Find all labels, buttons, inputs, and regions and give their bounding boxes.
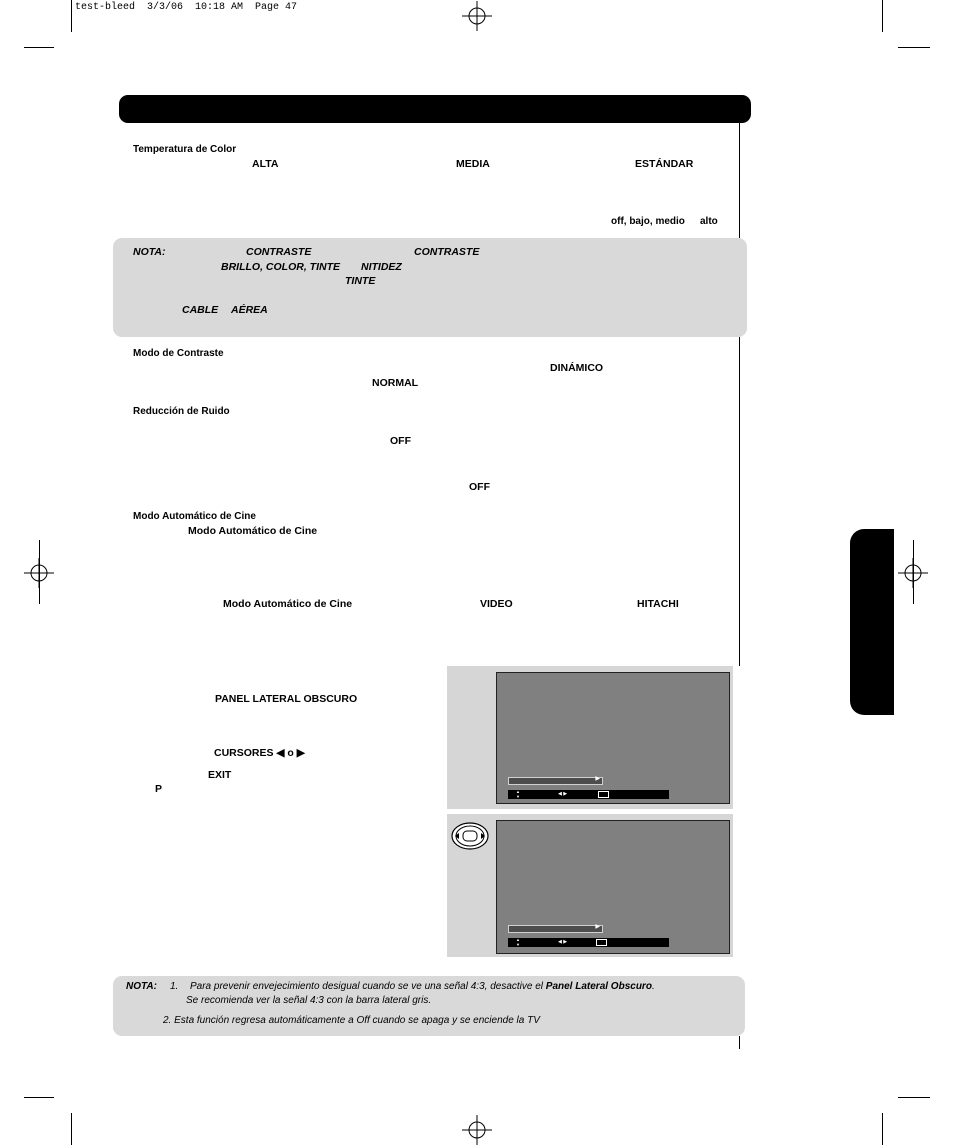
side-panel-p: P (155, 783, 163, 795)
remote-cursor-pad-icon (451, 822, 489, 850)
registration-mark-icon (462, 1, 492, 31)
color-temp-levels: off, bajo, medio (611, 216, 685, 227)
crop-mark (898, 47, 930, 48)
color-temp-heading: Temperatura de Color (133, 144, 237, 155)
cine-mode-heading: Modo Automático de Cine (133, 511, 256, 522)
cine-mode-reference: Modo Automático de Cine (188, 525, 318, 537)
crop-mark (24, 47, 54, 48)
print-header: test-bleed 3/3/06 10:18 AM Page 47 (75, 2, 298, 13)
left-right-icon: ◀ ▶ (558, 939, 568, 945)
color-temp-level-high: alto (700, 216, 718, 227)
note-line: Se recomienda ver la señal 4:3 con la barra lateral gris. (186, 995, 432, 1006)
menu-selection-bar: ▶ (508, 925, 603, 933)
right-rule (739, 123, 740, 238)
menu-status-bar (508, 938, 669, 947)
crop-mark (882, 1113, 883, 1145)
section-tab (850, 529, 894, 715)
note-text: Para prevenir envejecimiento desigual cuando se ve una señal 4:3, desactive el (190, 981, 546, 992)
menu-status-bar (508, 790, 669, 799)
button-icon (598, 791, 609, 798)
note-line (190, 981, 655, 992)
button-icon (596, 939, 607, 946)
contrast-mode-normal: NORMAL (372, 377, 419, 389)
cine-mode-video: VIDEO (480, 598, 513, 610)
noise-reduction-off: OFF (390, 435, 411, 447)
side-panel-heading: PANEL LATERAL OBSCURO (215, 693, 358, 705)
side-panel-cursors: CURSORES ◀ o ▶ (214, 747, 305, 759)
note-term-cable: CABLE (182, 304, 219, 316)
crop-mark (913, 540, 914, 604)
up-down-icon: ▲ ▼ (516, 937, 520, 947)
right-rule (739, 337, 740, 666)
note-text: . (651, 981, 655, 992)
note-term-tinte: TINTE (345, 275, 376, 287)
crop-mark (71, 0, 72, 32)
up-down-icon: ▲ ▼ (516, 789, 520, 799)
crop-mark (39, 540, 40, 604)
note-label: NOTA: (126, 981, 157, 992)
note-term-brillo-color-tinte: BRILLO, COLOR, TINTE (221, 261, 340, 273)
left-right-icon: ◀ ▶ (558, 791, 568, 797)
crop-mark (898, 1097, 930, 1098)
crop-mark (882, 0, 883, 32)
color-temp-option-medium: MEDIA (456, 158, 490, 170)
note-emphasis: Panel Lateral Obscuro (545, 981, 652, 992)
title-bar (119, 95, 751, 123)
color-temp-option-standard: ESTÁNDAR (635, 158, 694, 170)
noise-reduction-heading: Reducción de Ruido (133, 406, 230, 417)
tv-screen (496, 820, 730, 954)
note-label: NOTA: (133, 246, 166, 258)
crop-mark (71, 1113, 72, 1145)
note-term-aerea: AÉREA (231, 304, 268, 316)
noise-reduction-off: OFF (469, 481, 490, 493)
cine-mode-hitachi: HITACHI (637, 598, 679, 610)
menu-selection-bar: ▶ (508, 777, 603, 785)
side-panel-exit: EXIT (208, 769, 232, 781)
crop-mark (24, 1097, 54, 1098)
contrast-mode-heading: Modo de Contraste (133, 348, 224, 359)
contrast-mode-dynamic: DINÁMICO (550, 362, 604, 374)
color-temp-option-high: ALTA (252, 158, 279, 170)
note-term-contraste: CONTRASTE (414, 246, 480, 258)
note-line: 2. Esta función regresa automáticamente a Off cuando se apaga y se enciende la TV (163, 1015, 540, 1026)
registration-mark-icon (462, 1115, 492, 1145)
note-term-contraste: CONTRASTE (246, 246, 312, 258)
note-term-nitidez: NITIDEZ (361, 261, 402, 273)
cine-mode-reference: Modo Automático de Cine (223, 598, 353, 610)
right-rule (739, 1036, 740, 1049)
note-number: 1. (170, 981, 179, 992)
